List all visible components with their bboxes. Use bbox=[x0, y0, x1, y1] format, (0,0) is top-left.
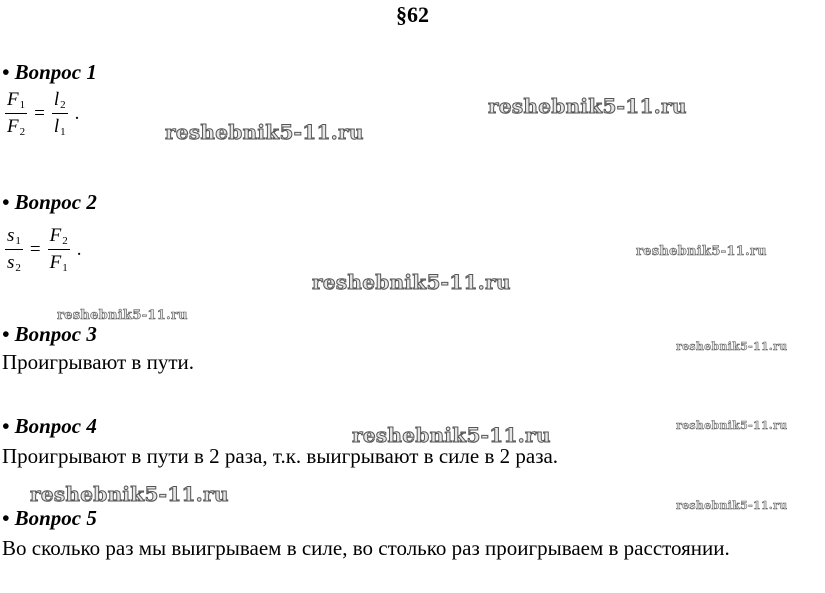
equals-sign: = bbox=[34, 103, 45, 125]
bullet: • bbox=[2, 60, 10, 84]
section-title: §62 bbox=[396, 2, 429, 27]
watermark: reshebnik5-11.ru bbox=[636, 244, 767, 259]
question-1-heading bbox=[2, 60, 97, 85]
watermark: reshebnik5-11.ru bbox=[30, 482, 229, 506]
bullet: • bbox=[2, 322, 10, 346]
question-5-label: Вопрос 5 bbox=[14, 506, 97, 530]
watermark: reshebnik5-11.ru bbox=[352, 423, 551, 447]
watermark: reshebnik5-11.ru bbox=[57, 308, 188, 323]
fraction-force-ratio: $\frac{F_1}{F_2}$ bbox=[7, 89, 26, 139]
fraction-force-ratio: $\frac{F_2}{F_1}$ bbox=[49, 225, 68, 275]
question-4-label: Вопрос 4 bbox=[14, 414, 97, 438]
formula-1: $\frac{F_1}{F_2}$ = $\frac{l_2}{l_1}$ . bbox=[7, 89, 80, 139]
question-2-label: Вопрос 2 bbox=[14, 190, 97, 214]
question-3-heading bbox=[2, 322, 97, 347]
formula-2: $\frac{s_1}{s_2}$ = $\frac{F_2}{F_1}$ . bbox=[7, 225, 82, 275]
bullet: • bbox=[2, 190, 10, 214]
question-2-heading bbox=[2, 190, 97, 215]
watermark: reshebnik5-11.ru bbox=[488, 94, 687, 118]
fraction-distance-ratio: $\frac{s_1}{s_2}$ bbox=[7, 225, 21, 275]
question-1-label: Вопрос 1 bbox=[14, 60, 97, 84]
question-4-heading bbox=[2, 414, 97, 439]
watermark: reshebnik5-11.ru bbox=[165, 120, 364, 144]
answer-4: Проигрывают в пути в 2 раза, т.к. выигрывают в силе в 2 раза. bbox=[2, 444, 559, 468]
bullet: • bbox=[2, 506, 10, 530]
watermark: reshebnik5-11.ru bbox=[676, 499, 788, 512]
watermark: reshebnik5-11.ru bbox=[676, 340, 788, 353]
answer-3: Проигрывают в пути. bbox=[2, 350, 194, 374]
watermark: reshebnik5-11.ru bbox=[676, 419, 788, 432]
equals-sign: = bbox=[29, 239, 41, 261]
answer-5: Во сколько раз мы выигрываем в силе, во столько раз проигрываем в расстоянии. bbox=[2, 536, 730, 560]
question-3-label: Вопрос 3 bbox=[14, 322, 97, 346]
question-5-heading bbox=[2, 506, 97, 531]
bullet: • bbox=[2, 414, 10, 438]
watermark: reshebnik5-11.ru bbox=[312, 270, 511, 294]
fraction-arm-ratio: $\frac{l_2}{l_1}$ bbox=[53, 89, 66, 139]
